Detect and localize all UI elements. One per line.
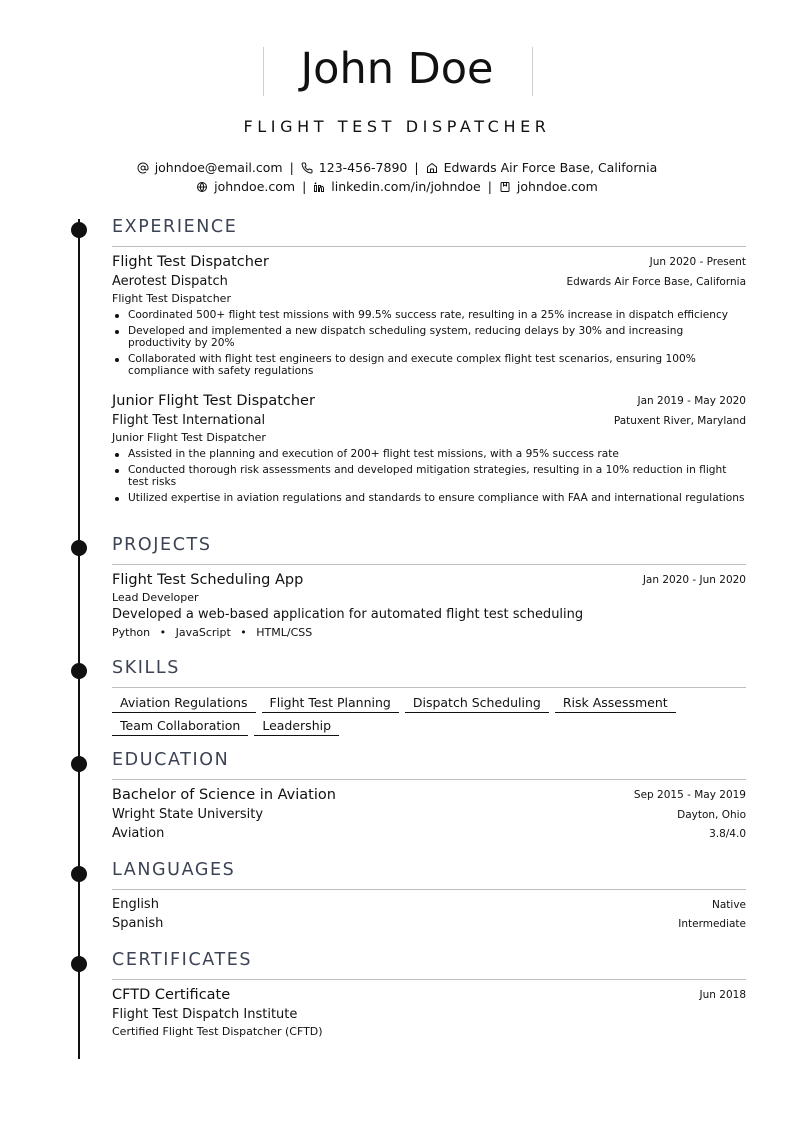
experience-2-header [112, 392, 746, 410]
section-title-skills: SKILLS [112, 658, 180, 678]
certificate-header [112, 986, 746, 1004]
linkedin-icon [313, 181, 325, 193]
timeline-dot [71, 866, 87, 882]
job-title: FLIGHT TEST DISPATCHER [243, 117, 551, 136]
tech-separator: • [159, 626, 167, 639]
experience-1-header [112, 253, 746, 271]
email-link[interactable]: johndoe@email.com [154, 160, 283, 175]
section-title-languages: LANGUAGES [112, 860, 236, 880]
experience-1-dates: Jun 2020 - Present [649, 256, 746, 268]
language-level: Intermediate [678, 918, 746, 930]
separator: | [289, 160, 294, 175]
education-header [112, 786, 746, 804]
timeline-line [78, 219, 80, 1059]
language-row [112, 896, 746, 914]
section-divider [112, 246, 746, 247]
education-gpa: 3.8/4.0 [709, 828, 746, 840]
certificate-date: Jun 2018 [699, 989, 746, 1001]
timeline-dot [71, 540, 87, 556]
experience-2-title: Junior Flight Test Dispatcher [112, 393, 315, 409]
education-dates: Sep 2015 - May 2019 [633, 789, 746, 801]
education-field: Aviation [112, 826, 165, 841]
certificate-issuer: Flight Test Dispatch Institute [112, 1007, 298, 1022]
section-title-projects: PROJECTS [112, 535, 212, 555]
education-field-row [112, 825, 746, 843]
experience-1-company: Aerotest Dispatch [112, 274, 228, 289]
bullet-item: Collaborated with flight test engineers to design and execute complex flight test scenarios, ensuring 100% compliance with safety regulations [112, 353, 746, 377]
skill-tag: Dispatch Scheduling [405, 695, 549, 713]
skill-tag: Flight Test Planning [262, 695, 399, 713]
skill-tag: Leadership [254, 718, 339, 736]
experience-1-location: Edwards Air Force Base, California [566, 276, 746, 288]
project-role: Lead Developer [112, 591, 199, 604]
section-divider [112, 979, 746, 980]
section-divider [112, 687, 746, 688]
project-name: Flight Test Scheduling App [112, 572, 304, 588]
language-level: Native [712, 899, 746, 911]
skill-tag: Risk Assessment [555, 695, 676, 713]
experience-2-company-row [112, 412, 746, 430]
certificate-name: CFTD Certificate [112, 987, 231, 1003]
at-sign-icon [137, 162, 149, 174]
experience-2-location: Patuxent River, Maryland [613, 415, 746, 427]
education-location: Dayton, Ohio [677, 809, 746, 821]
experience-1-title: Flight Test Dispatcher [112, 254, 269, 270]
project-header [112, 571, 746, 589]
globe-icon [196, 181, 208, 193]
location-text: Edwards Air Force Base, California [443, 160, 658, 175]
experience-2-dates: Jan 2019 - May 2020 [637, 395, 746, 407]
contact-row-2 [0, 179, 794, 195]
contact-row-1 [0, 160, 794, 176]
timeline-dot [71, 663, 87, 679]
bullet-item: Coordinated 500+ flight test missions with 99.5% success rate, resulting in a 25% increase in dispatch efficiency [112, 309, 746, 321]
phone-icon [301, 162, 313, 174]
section-divider [112, 779, 746, 780]
experience-1-role: Flight Test Dispatcher [112, 292, 231, 305]
tech-separator: • [240, 626, 247, 639]
project-tech-list [112, 626, 312, 640]
tech-item: Python [112, 626, 151, 639]
section-divider [112, 564, 746, 565]
education-degree: Bachelor of Science in Aviation [112, 787, 336, 803]
experience-1-company-row [112, 273, 746, 291]
timeline-dot [71, 222, 87, 238]
website-link[interactable]: johndoe.com [214, 179, 296, 194]
section-title-certificates: CERTIFICATES [112, 950, 253, 970]
experience-2-bullets [112, 448, 746, 508]
timeline-dot [71, 956, 87, 972]
language-row [112, 915, 746, 933]
section-divider [112, 889, 746, 890]
portfolio-icon [499, 181, 511, 193]
portfolio-link[interactable]: johndoe.com [516, 179, 598, 194]
timeline-dot [71, 756, 87, 772]
separator: | [302, 179, 307, 194]
bullet-item: Utilized expertise in aviation regulations and standards to ensure compliance with FAA and international regulations [112, 492, 746, 504]
skill-tag: Team Collaboration [112, 718, 248, 736]
bullet-item: Developed and implemented a new dispatch scheduling system, reducing delays by 30% and increasing productivity by 20% [112, 325, 746, 349]
experience-1-bullets [112, 309, 746, 381]
language-name: Spanish [112, 916, 164, 931]
candidate-name: John Doe [300, 44, 494, 94]
education-school-row [112, 806, 746, 824]
experience-2-role: Junior Flight Test Dispatcher [112, 431, 266, 444]
bullet-item: Conducted thorough risk assessments and developed mitigation strategies, resulting in a 10% reduction in flight test risks [112, 464, 746, 488]
home-icon [426, 162, 438, 174]
separator: | [487, 179, 492, 194]
separator: | [414, 160, 419, 175]
project-description: Developed a web-based application for automated flight test scheduling [112, 607, 584, 622]
experience-2-company: Flight Test International [112, 413, 266, 428]
skill-tag: Aviation Regulations [112, 695, 256, 713]
tech-item: HTML/CSS [256, 626, 313, 639]
skills-list [112, 695, 752, 741]
tech-item: JavaScript [175, 626, 231, 639]
certificate-description: Certified Flight Test Dispatcher (CFTD) [112, 1025, 323, 1038]
education-school: Wright State University [112, 807, 264, 822]
section-title-education: EDUCATION [112, 750, 230, 770]
project-dates: Jan 2020 - Jun 2020 [642, 574, 746, 586]
bullet-item: Assisted in the planning and execution of 200+ flight test missions, with a 95% success rate [112, 448, 746, 460]
section-title-experience: EXPERIENCE [112, 217, 238, 237]
phone-number[interactable]: 123-456-7890 [318, 160, 408, 175]
linkedin-link[interactable]: linkedin.com/in/johndoe [331, 179, 481, 194]
language-name: English [112, 897, 159, 912]
